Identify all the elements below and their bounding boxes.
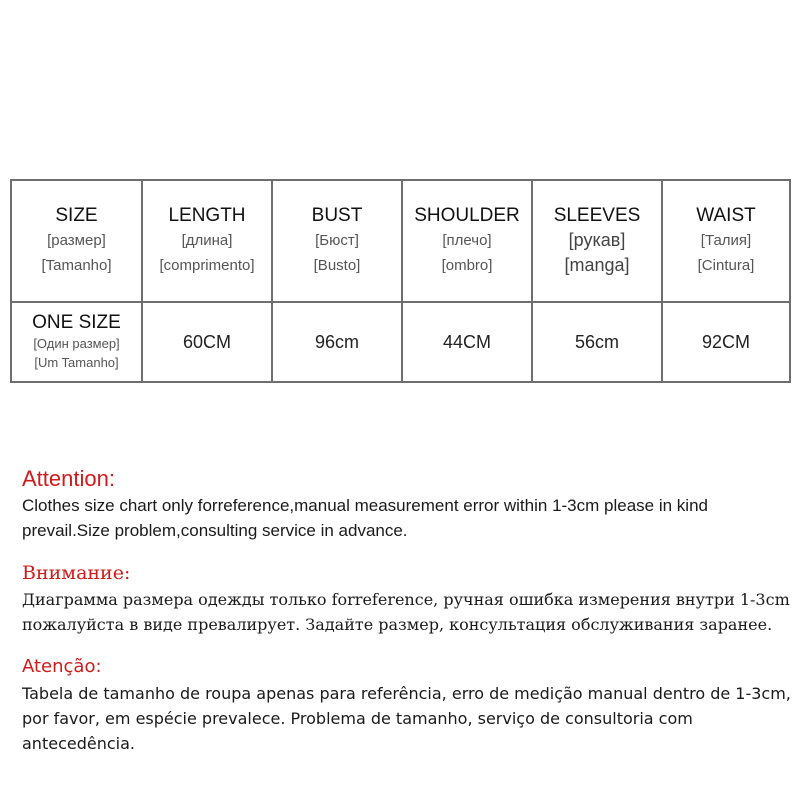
table-row bbox=[11, 302, 790, 382]
header-length bbox=[142, 180, 272, 302]
header-translation-pt: [Cintura] bbox=[697, 257, 755, 274]
note-body: Диаграмма размера одежды только forreference, ручная ошибка измерения внутри 1-3cm пожалуйста в виде превалирует. Задайте размер, консультация обслуживания заранее. bbox=[22, 590, 790, 634]
size-label: ONE SIZE bbox=[32, 312, 121, 333]
note-body: Tabela de tamanho de roupa apenas para referência, erro de medição manual dentro de 1-3cm, por favor, em espécie prevalece. Problema de tamanho, serviço de consultoria com antecedência. bbox=[22, 684, 791, 753]
cell-bust bbox=[272, 302, 402, 382]
cell-size bbox=[11, 302, 142, 382]
note-russian bbox=[22, 559, 792, 637]
header-translation-pt: [Busto] bbox=[313, 257, 361, 274]
sleeves-value: 56cm bbox=[574, 331, 619, 352]
cell-waist bbox=[662, 302, 790, 382]
header-bust bbox=[272, 180, 402, 302]
header-translation-ru: [длина] bbox=[181, 232, 233, 249]
header-sleeves bbox=[532, 180, 662, 302]
size-label-pt: [Um Tamanho] bbox=[34, 355, 119, 370]
header-translation-ru: [рукав] bbox=[568, 230, 626, 250]
size-chart-table bbox=[10, 179, 791, 383]
cell-sleeves bbox=[532, 302, 662, 382]
header-size bbox=[11, 180, 142, 302]
header-translation-pt: [manga] bbox=[564, 255, 630, 275]
header-label: BUST bbox=[311, 205, 363, 226]
note-title: Attention: bbox=[22, 466, 115, 491]
header-translation-pt: [Tamanho] bbox=[41, 257, 112, 274]
header-label: SHOULDER bbox=[414, 205, 520, 226]
header-label: LENGTH bbox=[168, 205, 246, 226]
header-translation-pt: [comprimento] bbox=[159, 257, 255, 274]
note-title: Внимание: bbox=[22, 562, 131, 584]
header-waist bbox=[662, 180, 790, 302]
note-english bbox=[22, 465, 792, 543]
header-translation-ru: [размер] bbox=[47, 232, 106, 249]
cell-shoulder bbox=[402, 302, 532, 382]
header-label: SLEEVES bbox=[553, 205, 641, 226]
header-translation-pt: [ombro] bbox=[441, 257, 493, 274]
header-translation-ru: [Талия] bbox=[700, 232, 752, 249]
length-value: 60CM bbox=[182, 331, 231, 352]
bust-value: 96cm bbox=[314, 331, 359, 352]
table-header-row bbox=[11, 180, 790, 302]
header-label: SIZE bbox=[55, 205, 98, 226]
note-title: Atenção: bbox=[22, 656, 102, 677]
shoulder-value: 44CM bbox=[442, 331, 491, 352]
header-label: WAIST bbox=[696, 205, 756, 226]
waist-value: 92CM bbox=[701, 331, 750, 352]
cell-length bbox=[142, 302, 272, 382]
note-portuguese bbox=[22, 653, 792, 756]
header-translation-ru: [плечо] bbox=[442, 232, 492, 249]
header-shoulder bbox=[402, 180, 532, 302]
note-body: Clothes size chart only forreference,manual measurement error within 1-3cm please in kind prevail.Size problem,consulting service in advance. bbox=[22, 496, 708, 540]
size-label-ru: [Один размер] bbox=[33, 336, 120, 351]
header-translation-ru: [Бюст] bbox=[315, 232, 359, 249]
notes-section bbox=[22, 465, 792, 772]
